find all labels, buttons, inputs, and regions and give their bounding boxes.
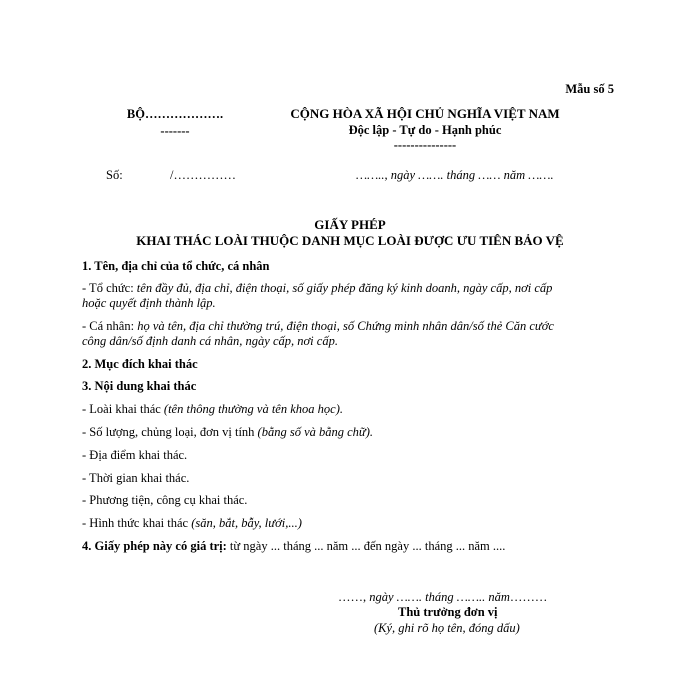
- species-line: [82, 402, 343, 417]
- person-line-1: [82, 319, 554, 334]
- quantity-note: (bằng số và bằng chữ).: [257, 425, 374, 439]
- person-prefix: - Cá nhân:: [82, 319, 138, 333]
- species-note: (tên thông thường và tên khoa học).: [163, 402, 343, 416]
- section-4-line: [82, 539, 505, 554]
- quantity-line: [82, 425, 373, 440]
- location-line: - Địa điểm khai thác.: [82, 448, 188, 462]
- signature-date-suffix: ………: [509, 590, 548, 604]
- org-line-2: hoặc quyết định thành lập.: [82, 296, 216, 310]
- person-line-2: công dân/số định danh cá nhân, ngày cấp, nơi cấp.: [82, 334, 338, 348]
- signature-dateline: [338, 590, 547, 605]
- method-note: (săn, bắt, bẫy, lưới,...): [191, 516, 302, 530]
- signatory-title: Thủ trưởng đơn vị: [398, 605, 498, 619]
- org-details: tên đầy đủ, địa chỉ, điện thoại, số giấy phép đăng ký kinh doanh, ngày cấp, nơi cấp: [136, 281, 553, 295]
- quantity-prefix: - Số lượng, chủng loại, đơn vị tính: [82, 425, 258, 439]
- document-number-value: /……………: [170, 168, 236, 182]
- validity-period: từ ngày ... tháng ... năm ... đến ngày ... tháng ... năm ....: [229, 539, 506, 553]
- national-title: CỘNG HÒA XÃ HỘI CHỦ NGHĨA VIỆT NAM: [290, 106, 560, 121]
- person-details: họ và tên, địa chỉ thường trú, điện thoại, số Chứng minh nhân dân/số thẻ Căn cước: [137, 319, 554, 333]
- document-subtitle: KHAI THÁC LOÀI THUỘC DANH MỤC LOÀI ĐƯỢC ƯU TIÊN BẢO VỆ: [136, 233, 564, 248]
- form-number: Mẫu số 5: [565, 82, 614, 96]
- section-4-heading: 4. Giấy phép này có giá trị:: [82, 539, 230, 553]
- signature-date-prefix: ……,: [338, 590, 370, 604]
- org-line-1: [82, 281, 552, 296]
- signature-date-text: ngày ……. tháng …….. năm: [369, 590, 510, 604]
- org-prefix: - Tổ chức:: [82, 281, 137, 295]
- motto-divider: ---------------: [393, 138, 457, 152]
- document-number-label: Số:: [106, 168, 123, 182]
- ministry-name: BỘ……………….: [126, 107, 224, 121]
- method-line: [82, 516, 302, 531]
- ministry-divider: -------: [160, 124, 190, 138]
- document-dateline: …….., ngày ……. tháng …… năm …….: [356, 168, 554, 182]
- signature-note: (Ký, ghi rõ họ tên, đóng dấu): [374, 621, 520, 635]
- document-title: GIẤY PHÉP: [314, 217, 386, 232]
- section-2-heading: 2. Mục đích khai thác: [82, 357, 198, 371]
- section-1-heading: 1. Tên, địa chỉ của tổ chức, cá nhân: [82, 259, 270, 273]
- method-prefix: - Hình thức khai thác: [82, 516, 192, 530]
- tools-line: - Phương tiện, công cụ khai thác.: [82, 493, 248, 507]
- time-line: - Thời gian khai thác.: [82, 471, 190, 485]
- national-motto: Độc lập - Tự do - Hạnh phúc: [348, 123, 502, 137]
- section-3-heading: 3. Nội dung khai thác: [82, 379, 197, 393]
- species-prefix: - Loài khai thác: [82, 402, 164, 416]
